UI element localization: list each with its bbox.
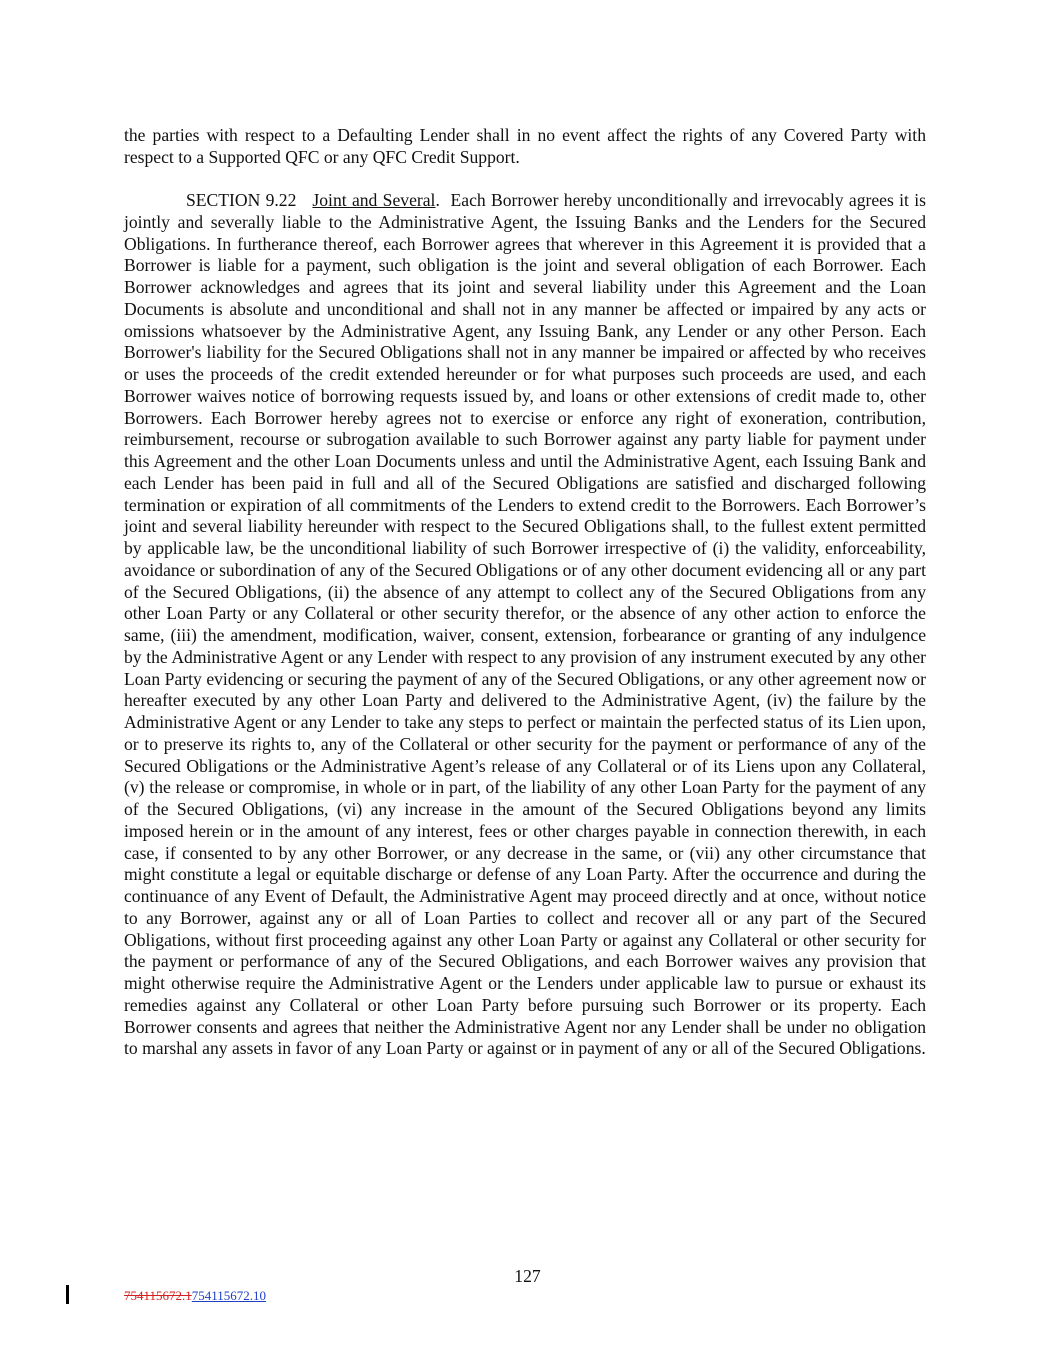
revision-change-bar bbox=[66, 1285, 69, 1304]
page-number: 127 bbox=[514, 1266, 541, 1286]
continuation-paragraph: the parties with respect to a Defaulting Lender shall in no event affect the rights of any Covered Party with respect to a Supported QFC or any QFC Credit Support. bbox=[124, 125, 926, 167]
document-id-inserted: 754115672.10 bbox=[191, 1288, 267, 1303]
heading-period: . bbox=[435, 190, 440, 210]
section-heading: Joint and Several bbox=[312, 190, 436, 210]
document-id bbox=[124, 1288, 266, 1304]
section-number: SECTION 9.22 bbox=[186, 190, 297, 210]
document-id-deleted: 754115672.1 bbox=[124, 1288, 192, 1303]
section-body: Each Borrower hereby unconditionally and irrevocably agrees it is jointly and severally liable to the Administrative Agent, the Issuing Banks and the Lenders for the Secured Obligations. In furtherance thereof, each Borrower agrees that wherever in this Agreement it is provided that a Borrower is liable for a payment, such obligation is the joint and several obligation of each Borrower. Each Borrower acknowledges and agrees that its joint and several liability under this Agreement and the Loan Documents is absolute and unconditional and shall not in any manner be affected or impaired by any acts or omissions whatsoever by the Administrative Agent, any Issuing Bank, any Lender or any other Person. Each Borrower's liability for the Secured Obligations shall not in any manner be impaired or affected by who receives or uses the proceeds of the credit extended hereunder or for what purposes such proceeds are used, and each Borrower waives notice of borrowing requests issued by, and loans or other extensions of credit made to, other Borrowers. Each Borrower hereby agrees not to exercise or enforce any right of exoneration, contribution, reimbursement, recourse or subrogation available to such Borrower against any party liable for payment under this Agreement and the other Loan Documents unless and until the Administrative Agent, each Issuing Bank and each Lender has been paid in full and all of the Secured Obligations are satisfied and discharged following termination or expiration of all commitments of the Lenders to extend credit to the Borrowers. Each Borrower’s joint and several liability hereunder with respect to the Secured Obligations shall, to the fullest extent permitted by applicable law, be the unconditional liability of such Borrower irrespective of (i) the validity, enforceability, avoidance or subordination of any of the Secured Obligations or of any other document evidencing all or any part of the Secured Obligations, (ii) the absence of any attempt to collect any of the Secured Obligations from any other Loan Party or any Collateral or other security therefor, or the absence of any other action to enforce the same, (iii) the amendment, modification, waiver, consent, extension, forbearance or granting of any indulgence by the Administrative Agent or any Lender with respect to any provision of any instrument executed by any other Loan Party evidencing or securing the payment of any of the Secured Obligations, or any other agreement now or hereafter executed by any other Loan Party and delivered to the Administrative Agent, (iv) the failure by the Administrative Agent or any Lender to take any steps to perfect or maintain the perfected status of its Lien upon, or to preserve its rights to, any of the Collateral or other security for the payment or performance of any of the Secured Obligations or the Administrative Agent’s release of any Collateral or of its Liens upon any Collateral, (v) the release or compromise, in whole or in part, of the liability of any other Loan Party for the payment of any of the Secured Obligations, (vi) any increase in the amount of the Secured Obligations beyond any limits imposed herein or in the amount of any interest, fees or other charges payable in connection therewith, in each case, if consented to by any other Borrower, or any decrease in the same, or (vii) any other circumstance that might constitute a legal or equitable discharge or defense of any Loan Party. After the occurrence and during the continuance of any Event of Default, the Administrative Agent may proceed directly and at once, without notice to any Borrower, against any or all of Loan Parties to collect and recover all or any part of the Secured Obligations, without first proceeding against any other Loan Party or against any Collateral or other security for the payment or performance of any of the Secured Obligations, and each Borrower waives any provision that might otherwise require the Administrative Agent or the Lenders under applicable law to pursue or exhaust its remedies against any Collateral or other Loan Party before pursuing such Borrower or its property. Each Borrower consents and agrees that neither the Administrative Agent nor any Lender shall be under no obligation to marshal any assets in favor of any Loan Party or against or in payment of any or all of the Secured Obligations. bbox=[124, 190, 927, 1059]
section-paragraph bbox=[124, 190, 926, 1060]
